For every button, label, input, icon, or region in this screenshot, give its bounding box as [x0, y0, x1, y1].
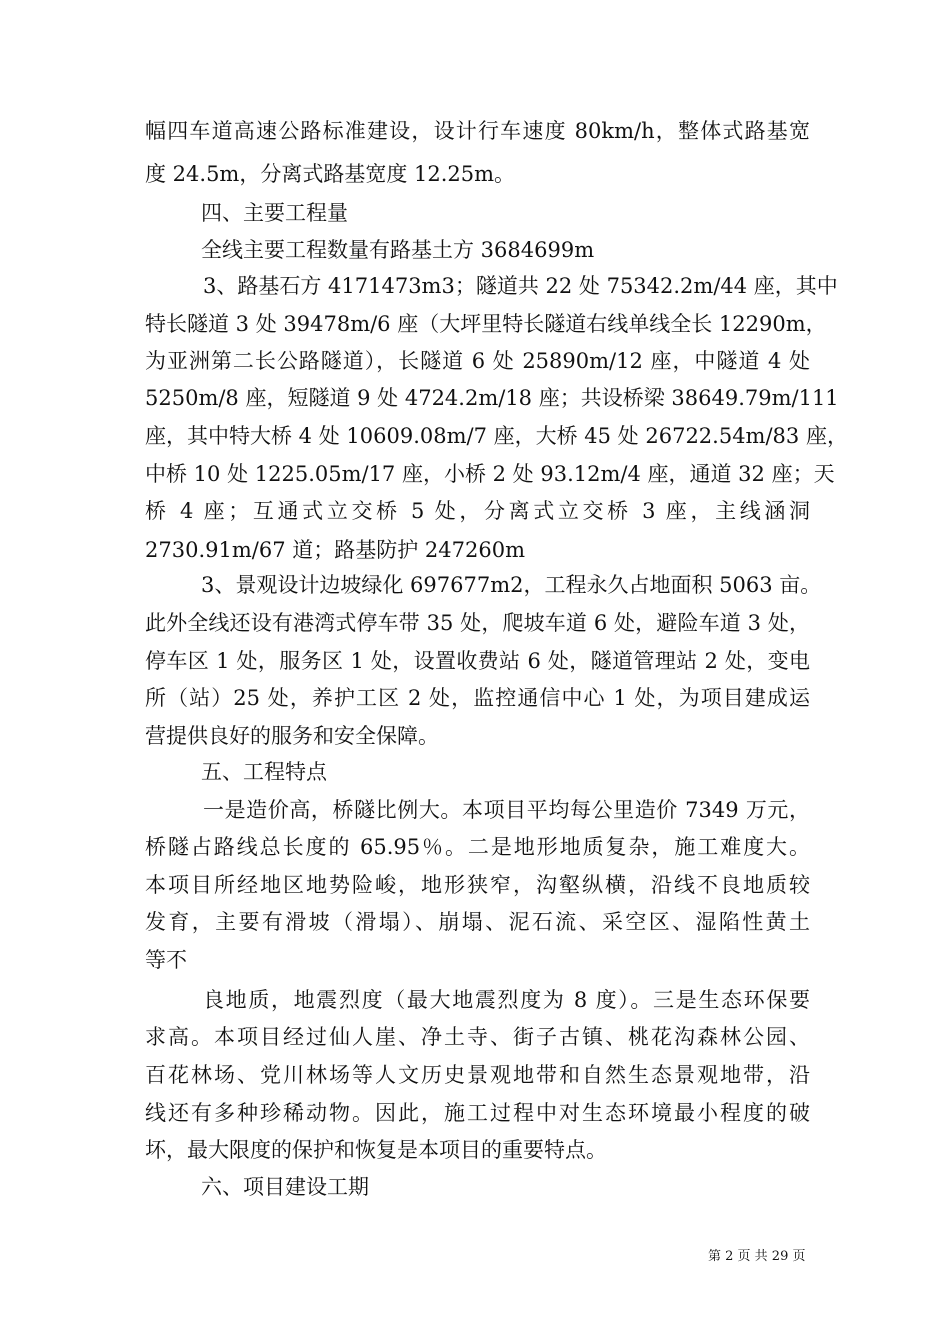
paragraph-line: 3、路基石方 4171473m3；隧道共 22 处 75342.2m/44 座，其中 [203, 274, 838, 298]
paragraph-line: 特长隧道 3 处 39478m/6 座（大坪里特长隧道右线单线全长 12290m， [145, 312, 827, 336]
paragraph-line: 本项目所经地区地势险峻，地形狭窄，沟壑纵横，沿线不良地质较 [145, 873, 810, 897]
paragraph-line: 停车区 1 处，服务区 1 处，设置收费站 6 处，隧道管理站 2 处，变电 [145, 649, 810, 673]
paragraph-line: 营提供良好的服务和安全保障。 [145, 724, 439, 748]
paragraph-line: 一是造价高，桥隧比例大。本项目平均每公里造价 7349 万元， [203, 798, 810, 822]
section-heading: 六、项目建设工期 [201, 1175, 369, 1199]
paragraph-line: 5250m/8 座，短隧道 9 处 4724.2m/18 座；共设桥梁 38649.79m/111 [145, 386, 839, 410]
paragraph-line: 此外全线还设有港湾式停车带 35 处，爬坡车道 6 处，避险车道 3 处， [145, 611, 810, 635]
paragraph-line: 良地质，地震烈度（最大地震烈度为 8 度）。三是生态环保要 [203, 988, 810, 1012]
paragraph-line: 座，其中特大桥 4 处 10609.08m/7 座，大桥 45 处 26722.54m/83 座， [145, 424, 848, 448]
paragraph-line: 桥隧占路线总长度的 65.95％。二是地形地质复杂，施工难度大。 [145, 835, 810, 859]
page-number: 第 2 页 共 29 页 [708, 1249, 806, 1264]
paragraph-line: 所（站）25 处，养护工区 2 处，监控通信中心 1 处，为项目建成运 [145, 686, 810, 710]
paragraph-line: 幅四车道高速公路标准建设，设计行车速度 80km/h，整体式路基宽 [145, 119, 810, 143]
paragraph-line: 坏，最大限度的保护和恢复是本项目的重要特点。 [145, 1138, 607, 1162]
paragraph-line: 全线主要工程数量有路基土方 3684699m [201, 238, 595, 262]
paragraph-line: 3、景观设计边坡绿化 697677m2，工程永久占地面积 5063 亩。 [201, 573, 822, 597]
paragraph-line: 度 24.5m，分离式路基宽度 12.25m。 [145, 162, 516, 186]
paragraph-line: 为亚洲第二长公路隧道），长隧道 6 处 25890m/12 座，中隧道 4 处 [145, 349, 810, 373]
paragraph-line: 等不 [145, 948, 187, 972]
paragraph-line: 百花林场、党川林场等人文历史景观地带和自然生态景观地带，沿 [145, 1063, 810, 1087]
paragraph-line: 求高。本项目经过仙人崖、净土寺、街子古镇、桃花沟森林公园、 [145, 1025, 810, 1049]
paragraph-line: 发育，主要有滑坡（滑塌）、崩塌、泥石流、采空区、湿陷性黄土 [145, 910, 810, 934]
paragraph-line: 中桥 10 处 1225.05m/17 座，小桥 2 处 93.12m/4 座，通道 32 座；天 [145, 462, 835, 486]
paragraph-line: 2730.91m/67 道；路基防护 247260m [145, 538, 525, 562]
paragraph-line: 线还有多种珍稀动物。因此，施工过程中对生态环境最小程度的破 [145, 1101, 810, 1125]
section-heading: 五、工程特点 [201, 760, 327, 784]
section-heading: 四、主要工程量 [201, 201, 348, 225]
paragraph-line: 桥 4 座；互通式立交桥 5 处，分离式立交桥 3 座，主线涵洞 [145, 499, 810, 523]
